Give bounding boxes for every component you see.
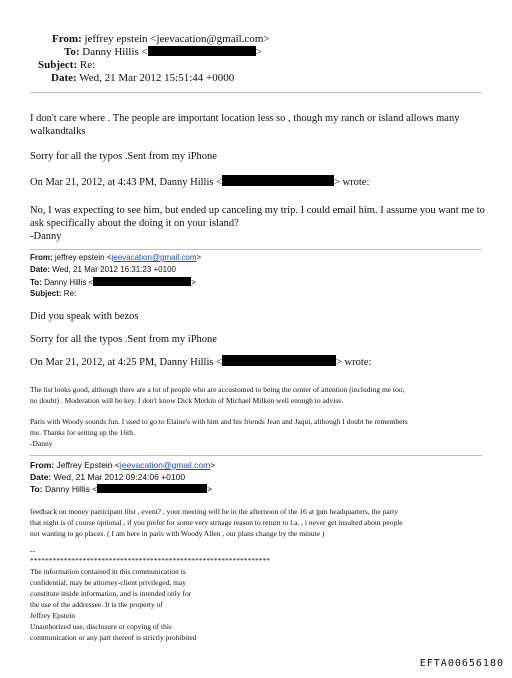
header2-to-tail: > (191, 278, 196, 287)
divider (30, 249, 482, 250)
header3-to-label: To: (30, 484, 43, 494)
header1-to-label: To: (64, 46, 80, 58)
header2-from-name: jeffrey epstein < (54, 253, 112, 262)
header3-email-link[interactable]: jeevacation@gmail.com (119, 460, 211, 470)
header2-from-row (30, 253, 201, 262)
redaction-block (222, 355, 336, 366)
msg2-quote-pre: On Mar 21, 2012, at 4:25 PM, Danny Hillis < (30, 357, 222, 368)
header2-from-label: From: (30, 253, 53, 262)
disclaimer-line: Unauthorized use, disclosure or copying of this (30, 622, 172, 631)
header3-from-name: Jeffrey Epstein < (56, 460, 120, 470)
danny2-p1-line1: The list looks good, although there are a lot of people who are accustomed to being the center of attention (including me too, (30, 385, 405, 394)
header1-from-label: From: (52, 33, 82, 45)
header1-from-row (52, 33, 270, 45)
header2-subject-label: Subject: (30, 289, 62, 298)
header2-to-row (30, 277, 196, 287)
msg2-signature: Sorry for all the typos .Sent from my iPhone (30, 334, 217, 345)
disclaimer-line: constitute inside information, and is intended only for (30, 589, 192, 598)
header2-date-value: Wed, 21 Mar 2012 16:31:23 +0100 (52, 265, 176, 274)
header3-from-close: > (210, 460, 216, 470)
disclaimer-dashes: -- (30, 546, 35, 555)
header3-date-label: Date: (30, 472, 52, 482)
danny1-line1: No, I was expecting to see him, but ended up canceling my trip. I could email him. I assume you want me to (30, 205, 485, 216)
header2-subject-value: Re: (63, 289, 77, 298)
header1-subject-value: Re: (79, 59, 96, 71)
header3-to-row (30, 484, 212, 494)
disclaimer-line: The information contained in this communication is (30, 567, 186, 576)
msg1-quote-line (30, 175, 369, 188)
msg1-quote-post: > wrote: (334, 177, 370, 188)
msg2-quote-post: > wrote: (336, 357, 372, 368)
redaction-block (93, 277, 191, 286)
divider (30, 92, 482, 93)
msg1-quote-pre: On Mar 21, 2012, at 4:43 PM, Danny Hillis < (30, 177, 222, 188)
header2-to-label: To: (30, 278, 42, 287)
danny1-line3: -Danny (30, 231, 62, 242)
header1-date-label: Date: (51, 72, 77, 84)
disclaimer-line: communication or any part thereof is strictly prohibited (30, 633, 197, 642)
msg1-body-line2: walkandtalks (30, 126, 86, 137)
msg3-line1: feedback on money participant lilst , event? , your meeting will be in the afternoon of the 16 at jpm headquarters, the party (30, 507, 399, 516)
msg2-body: Did you speak with bezos (30, 311, 139, 322)
header2-from-close: > (196, 253, 202, 262)
header2-email-link[interactable]: jeevacation@gmail.com (111, 253, 197, 262)
header3-from-row (30, 460, 215, 470)
header3-date-row (30, 472, 185, 482)
header1-date-row (51, 72, 234, 84)
header2-date-row (30, 265, 176, 274)
header3-to-tail: > (207, 484, 213, 494)
msg1-signature: Sorry for all the typos .Sent from my iPhone (30, 151, 217, 162)
header3-from-label: From: (30, 460, 55, 470)
header3-date-value: Wed, 21 Mar 2012 09:24:06 +0100 (53, 472, 186, 482)
header1-date-value: Wed, 21 Mar 2012 15:51:44 +0000 (79, 72, 235, 84)
header1-subject-row (38, 59, 95, 71)
msg3-line3: not wanting to go places. ( I am here in paris with Woody Allen , our plans change by the minute ) (30, 529, 325, 538)
redaction-block (97, 484, 207, 493)
redaction-block (222, 175, 334, 186)
disclaimer-stars: **************************************************************** (30, 556, 270, 565)
header1-from-value: jeffrey epstein <jeevacation@gmail.com> (84, 33, 270, 45)
header1-to-row (64, 46, 262, 58)
danny2-p2-line3: -Danny (30, 439, 53, 448)
disclaimer-line: confidential, may be attorney-client privileged, may (30, 578, 186, 587)
disclaimer-line: the use of the addressee. It is the property of (30, 600, 163, 609)
header1-subject-label: Subject: (38, 59, 78, 71)
redaction-block (148, 46, 256, 56)
divider (30, 455, 482, 456)
header2-to-value: Danny Hillis < (44, 278, 94, 287)
danny2-p1-line2: no doubt) . Moderation will be key. I don't know Dick Merkin of Michael Milken well enough to advise. (30, 396, 344, 405)
header1-to-tail: > (255, 46, 262, 58)
msg2-quote-line (30, 355, 371, 368)
msg1-body-line1: I don't care where . The people are important location less so , though my ranch or island allows many (30, 113, 460, 124)
danny2-p2-line1: Paris with Woody sounds fun. I used to go to Elaine's with him and his friends Jean and Jaqui, although I doubt he remembers (30, 417, 408, 426)
danny2-p2-line2: me. Thanks for setting up the 16th. (30, 428, 135, 437)
document-id: EFTA00656180 (419, 658, 504, 669)
disclaimer-line: Jeffrey Epstein (30, 611, 76, 620)
header2-date-label: Date: (30, 265, 51, 274)
danny1-line2: ask specifically about the doing it on your island? (30, 218, 239, 229)
header1-to-value: Danny Hillis < (82, 46, 148, 58)
header2-subject-row (30, 289, 76, 298)
header3-to-value: Danny Hillis < (44, 484, 98, 494)
msg3-line2: that night is of course optional , if you prefer for some very strnage reason to return to l.a. , i never get insulted about people (30, 518, 403, 527)
